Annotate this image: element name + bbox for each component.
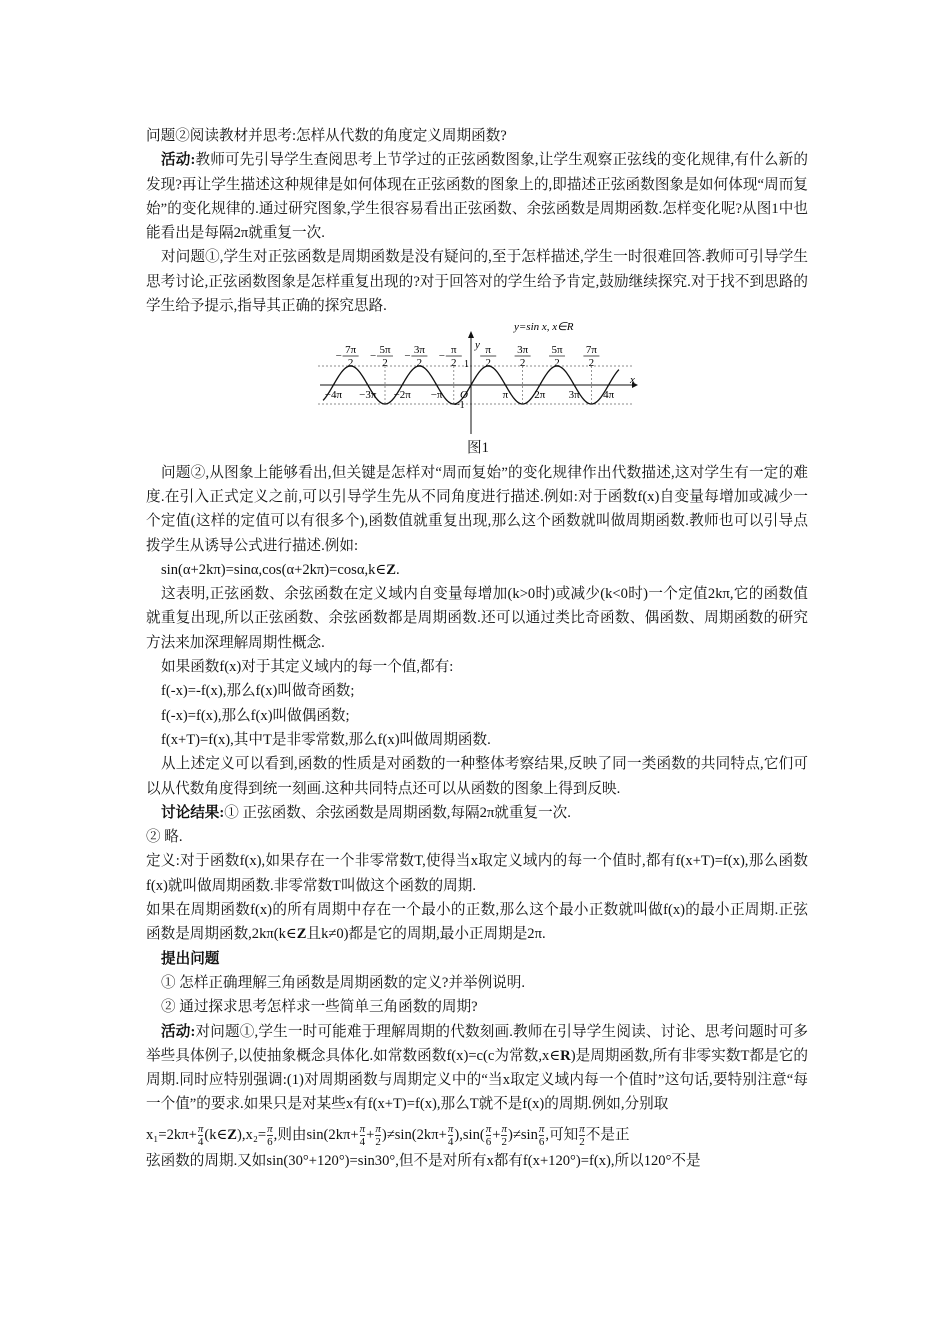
y-neg-one-label: −1 [454,400,465,412]
top-fraction-label [439,344,462,369]
fraction-denominator: 2 [451,357,457,370]
y-axis-label: y [475,339,480,352]
x-tick-label: 4π [603,389,615,402]
x-tick-label: O [460,389,468,402]
x-tick-label: −2π [393,389,411,402]
fraction-denominator: 2 [588,357,595,370]
fraction-numerator: π [485,344,491,357]
fraction-numerator: 7π [345,344,357,357]
formula-induction: sin(α+2kπ)=sinα,cos(α+2kπ)=cosα,k∈Z. [161,561,400,578]
def-periodic: f(x+T)=f(x),其中T是非零常数,那么f(x)叫做周期函数. [161,731,491,748]
top-fraction-label [370,344,393,369]
x-tick-label: −4π [324,389,343,402]
fraction-numerator: π [451,344,457,357]
fraction-denominator: 2 [416,357,423,370]
para-this-shows: 这表明,正弦函数、余弦函数在定义域内自变量每增加(k>0时)或减少(k<0时)一个定值2kπ,它的函数值就重复出现,所以正弦函数、余弦函数都是周期函数.还可以通过类比奇函数、偶函数、周期函数的研究方法来加深理解周期性概念. [146,586,808,651]
fraction-numerator: 7π [585,344,597,357]
fraction-denominator: 2 [485,357,491,370]
discussion-result: 讨论结果:① 正弦函数、余弦函数是周期函数,每隔2π就重复一次. [161,804,571,821]
x-axis-label: x [630,374,635,387]
fraction-numerator: 3π [517,344,529,357]
para-question-1: 对问题①,学生对正弦函数是周期函数是没有疑问的,至于怎样描述,学生一时很难回答.教师可引导学生思考讨论,正弦函数图象是怎样重复出现的?对于回答对的学生给予肯定,鼓励继续探究.对于找不到思路的学生给予提示,指导其正确的探究思路. [146,249,808,315]
fraction-numerator: 5π [551,344,563,357]
figure-caption: 图1 [467,440,489,457]
fraction-numerator: 5π [379,344,391,357]
definition-period: 定义:对于函数f(x),如果存在一个非零常数T,使得当x取定义域内的每一个值时,都有f(x+T)=f(x),那么函数f(x)就叫做周期函数.非零常数T叫做这个函数的周期. [146,853,808,894]
top-fraction-label [515,344,531,369]
definition-min-period: 如果在周期函数f(x)的所有周期中存在一个最小的正数,那么这个最小正数就叫做f(x)的最小正周期.正弦函数是周期函数,2kπ(k∈Z且k≠0)都是它的周期,最小正周期是2π. [146,902,808,943]
activity-1: 活动:教师可先引导学生查阅思考上节学过的正弦函数图象,让学生观察正弦线的变化规律,有什么新的发现?再让学生描述这种规律是如何体现在正弦函数的图象上的,即描述正弦函数图象是如何体现“周而复始”的变化规律的.通过研究图象,学生很容易看出正弦函数、余弦函数是周期函数.怎样变化呢?从图1中也能看出是每隔2π就重复一次. [146,152,808,242]
minus-sign: − [370,350,377,363]
raise-question-title: 提出问题 [161,950,220,967]
x-tick-label: 3π [568,389,580,402]
graph-title: y=sin x, x∈R [514,321,574,334]
top-fraction-label [583,344,599,369]
para-question-2: 问题②,从图象上能够看出,但关键是怎样对“周而复始”的变化规律作出代数描述,这对学生有一定的难度.在引入正式定义之前,可以引导学生先从不同角度进行描述.例如:对于函数f(x)自变量每增加或减少一个定值(这样的定值可以有很多个),函数值就重复出现,那么这个函数就叫做周期函数.教师也可以引导点拨学生从诱导公式进行描述.例如: [146,464,808,554]
last-line: 弦函数的周期.又如sin(30°+120°)=sin30°,但不是对所有x都有f(x+120°)=f(x),所以120°不是 [146,1152,701,1169]
raise-question-2: ② 通过探求思考怎样求一些简单三角函数的周期? [161,999,478,1016]
top-fraction-label [549,344,565,369]
question-2-read: 问题②阅读教材并思考:怎样从代数的角度定义周期函数? [146,128,507,144]
top-fraction-label [336,344,359,369]
x-tick-label: −π [430,389,443,402]
minus-sign: − [438,350,446,363]
activity-2: 活动:对问题①,学生一时可能难于理解周期的代数刻画.教师在引导学生阅读、讨论、思考问题时可多举些具体例子,以使抽象概念具体化.如常数函数f(x)=c(c为常数,x∈R)是周期函数,所有非零实数T都是它的周期.同时应特别强调:(1)对周期函数与周期定义中的“当x取定义域内每一个值时”这句话,要特别注意“每一个值”的要求.如果只是对某些x有f(x+T)=f(x),那么T就不是f(x)的周期.例如,分别取 [146,1023,809,1113]
fraction-denominator: 2 [382,357,388,370]
x-tick-label: −3π [359,389,377,402]
fraction-denominator: 2 [519,357,526,370]
top-fraction-label [404,344,427,369]
discussion-result-2: ② 略. [146,829,183,846]
y-axis-arrow [468,331,474,338]
sine-graph-figure [146,318,808,436]
y-one-label: 1 [464,359,469,371]
top-fraction-label [480,344,496,369]
document-page [146,124,808,1173]
para-if-function: 如果函数f(x)对于其定义域内的每一个值,都有: [161,659,454,676]
def-even: f(-x)=f(x),那么f(x)叫做偶函数; [161,707,350,724]
fraction-denominator: 2 [347,357,354,370]
fraction-numerator: 3π [413,344,425,357]
x-tick-label: π [502,389,509,402]
raise-question-1: ① 怎样正确理解三角函数是周期函数的定义?并举例说明. [161,974,526,991]
minus-sign: − [335,350,342,363]
def-odd: f(-x)=-f(x),那么f(x)叫做奇函数; [161,683,355,700]
activity-label: 活动: [161,152,196,169]
x-tick-label: 2π [534,389,546,402]
fraction-denominator: 2 [554,357,560,370]
para-from-above: 从上述定义可以看到,函数的性质是对函数的一种整体考察结果,反映了同一类函数的共同特点,它们可以从代数角度得到统一刻画.这种共同特点还可以从函数的图象上得到反映. [146,756,808,797]
minus-sign: − [404,350,411,363]
example-line: x₁=2kπ+ $\frac{\pi}{4}$ (k∈Z),x₂= $\frac{\pi}{6}$ ,则由sin(2kπ+ $\frac{\pi}{4}$ + $\frac{\pi}{2}$ )≠sin(2kπ+ $\frac{\pi}{4}$ ),sin( $\frac{\pi}{6}$ + $\frac{\pi}{2}$ )≠sin $\frac{\pi}{6}$ ,可知 $\frac{\pi}{2}$ 不是正 [146,1122,630,1148]
sine-graph [314,318,640,436]
